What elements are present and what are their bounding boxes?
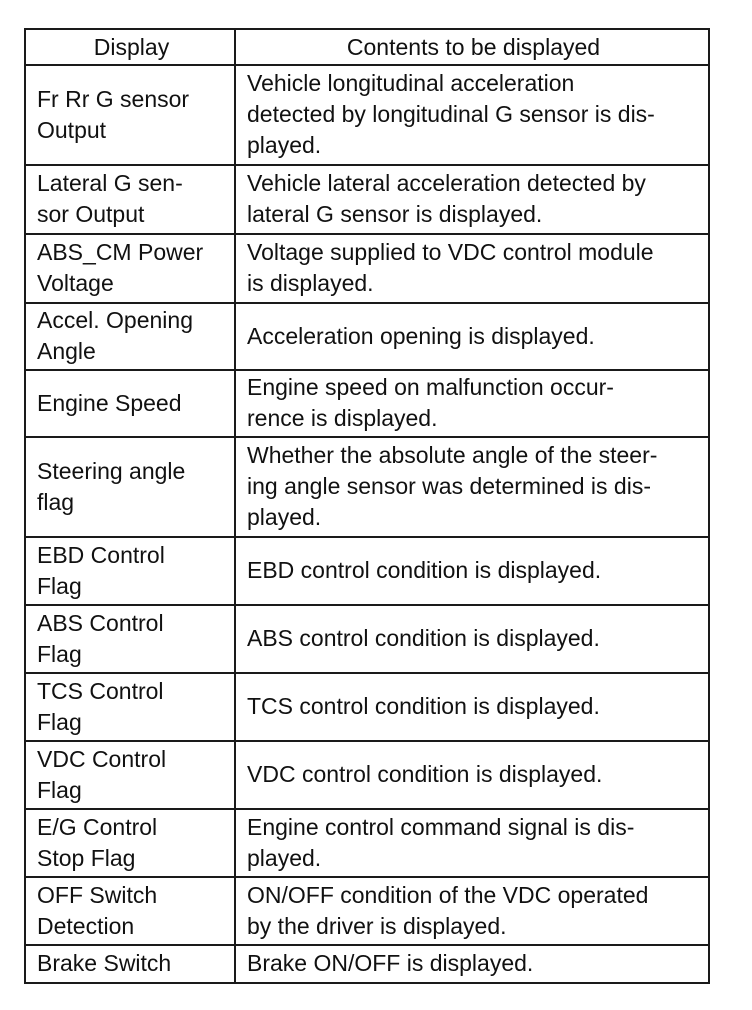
contents-cell xyxy=(235,605,709,673)
table-row xyxy=(25,437,709,537)
display-cell xyxy=(25,165,235,234)
contents-text: Engine speed on malfunction occur- rence is displayed. xyxy=(247,374,614,431)
table-row xyxy=(25,537,709,605)
display-label: Engine Speed xyxy=(37,389,182,416)
display-label: EBD Control Flag xyxy=(37,541,165,599)
table-row xyxy=(25,165,709,234)
display-items-table xyxy=(24,28,710,984)
table-row xyxy=(25,741,709,809)
contents-text: Voltage supplied to VDC control module is displayed. xyxy=(247,239,654,296)
contents-text: Vehicle longitudinal acceleration detected by longitudinal G sensor is dis- played. xyxy=(247,70,655,158)
display-label: Brake Switch xyxy=(37,950,172,976)
display-cell xyxy=(25,605,235,673)
table-row xyxy=(25,809,709,877)
contents-cell xyxy=(235,537,709,605)
contents-cell xyxy=(235,437,709,537)
contents-text: ON/OFF condition of the VDC operated by the driver is displayed. xyxy=(247,881,649,939)
display-label: VDC Control Flag xyxy=(37,745,167,803)
contents-cell xyxy=(235,165,709,234)
display-label: Fr Rr G sensor Output xyxy=(37,85,190,143)
display-cell xyxy=(25,809,235,877)
contents-text: Vehicle lateral acceleration detected by lateral G sensor is displayed. xyxy=(247,170,646,227)
table-row xyxy=(25,234,709,303)
table-header-row xyxy=(25,29,709,65)
contents-text: EBD control condition is displayed. xyxy=(247,557,602,583)
table-row xyxy=(25,945,709,983)
contents-cell xyxy=(235,877,709,945)
display-cell xyxy=(25,234,235,303)
contents-cell xyxy=(235,303,709,370)
table-row xyxy=(25,605,709,673)
header-contents: Contents to be displayed xyxy=(235,29,709,65)
display-cell xyxy=(25,877,235,945)
contents-cell xyxy=(235,673,709,741)
table-row xyxy=(25,877,709,945)
display-label: Accel. Opening Angle xyxy=(37,307,193,364)
contents-cell xyxy=(235,234,709,303)
contents-text: ABS control condition is displayed. xyxy=(247,625,600,651)
display-label: ABS_CM Power Voltage xyxy=(37,239,204,296)
contents-cell xyxy=(235,370,709,437)
display-label: Steering angle flag xyxy=(37,457,186,515)
contents-text: TCS control condition is displayed. xyxy=(247,693,600,719)
display-label: Lateral G sen- sor Output xyxy=(37,170,183,227)
contents-text: Acceleration opening is displayed. xyxy=(247,322,595,349)
contents-text: Engine control command signal is dis- played. xyxy=(247,813,635,871)
table-row xyxy=(25,673,709,741)
table-row xyxy=(25,65,709,165)
display-label: TCS Control Flag xyxy=(37,677,164,735)
contents-text: Whether the absolute angle of the steer- ing angle sensor was determined is dis- played. xyxy=(247,442,658,530)
display-cell xyxy=(25,537,235,605)
table-row xyxy=(25,370,709,437)
display-label: ABS Control Flag xyxy=(37,609,164,667)
display-cell xyxy=(25,945,235,983)
display-cell xyxy=(25,303,235,370)
display-cell xyxy=(25,437,235,537)
display-cell xyxy=(25,370,235,437)
contents-cell xyxy=(235,945,709,983)
display-label: E/G Control Stop Flag xyxy=(37,813,158,871)
display-cell xyxy=(25,673,235,741)
contents-cell xyxy=(235,741,709,809)
display-cell xyxy=(25,741,235,809)
contents-cell xyxy=(235,809,709,877)
display-cell xyxy=(25,65,235,165)
contents-text: VDC control condition is displayed. xyxy=(247,761,603,787)
contents-cell xyxy=(235,65,709,165)
header-display: Display xyxy=(25,29,235,65)
contents-text: Brake ON/OFF is displayed. xyxy=(247,950,534,976)
display-label: OFF Switch Detection xyxy=(37,881,158,939)
table-row xyxy=(25,303,709,370)
